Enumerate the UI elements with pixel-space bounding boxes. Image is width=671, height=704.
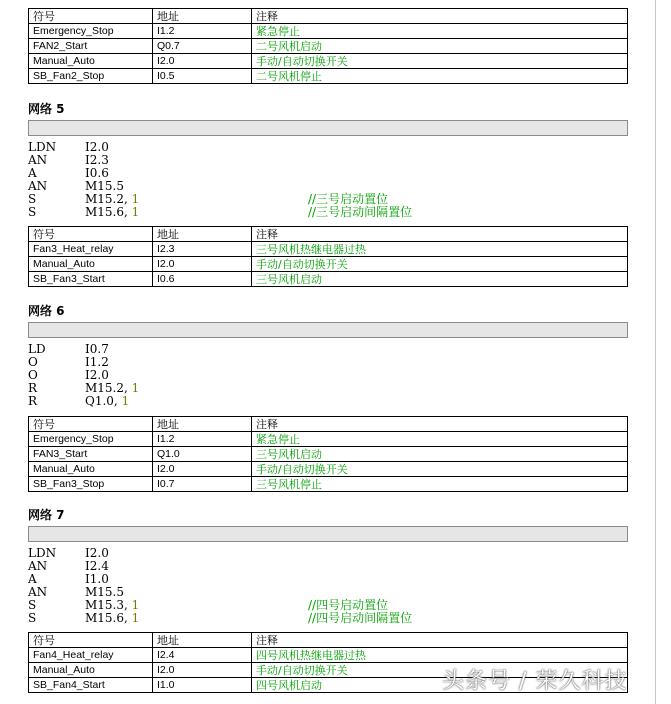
operand: I1.0 — [85, 572, 109, 586]
bit-count: 1 — [131, 598, 140, 612]
symbol-column-header: 符号 — [29, 417, 153, 432]
address-cell: I2.0 — [153, 663, 252, 678]
comment-column-header: 注释 — [252, 9, 628, 24]
instruction: S — [28, 598, 37, 612]
operand: M15.5 — [85, 585, 125, 599]
address-cell: I2.0 — [153, 257, 252, 272]
operand: M15.6, — [85, 205, 132, 219]
code-line[interactable] — [28, 395, 139, 408]
address-cell: Q0.7 — [153, 39, 252, 54]
operand: I2.3 — [85, 153, 109, 167]
symbol-table-row[interactable] — [29, 54, 628, 69]
symbol-cell: SB_Fan2_Stop — [29, 69, 153, 84]
symbol-table-row[interactable] — [29, 272, 628, 287]
symbol-cell: SB_Fan4_Start — [29, 678, 153, 693]
address-cell: I1.2 — [153, 432, 252, 447]
symbol-table-header — [29, 417, 628, 432]
network-6-comment-bar[interactable] — [28, 322, 628, 338]
operand: M15.2, — [85, 192, 132, 206]
symbol-cell: SB_Fan3_Start — [29, 272, 153, 287]
operand: M15.2, — [85, 381, 132, 395]
code-line[interactable] — [28, 356, 139, 369]
code-line[interactable] — [28, 154, 139, 167]
instruction: LD — [28, 342, 46, 356]
symbol-cell: FAN2_Start — [29, 39, 153, 54]
network-5-code[interactable] — [28, 140, 413, 219]
comment-cell: 二号风机停止 — [252, 69, 628, 84]
operand: M15.3, — [85, 598, 132, 612]
comment-column-header: 注释 — [252, 227, 628, 242]
instruction: AN — [28, 585, 48, 599]
instruction: AN — [28, 153, 48, 167]
symbol-cell: SB_Fan3_Stop — [29, 477, 153, 492]
address-cell: I2.0 — [153, 54, 252, 69]
code-line[interactable] — [28, 611, 413, 625]
network-7-comment-bar[interactable] — [28, 526, 628, 542]
network-6-code[interactable] — [28, 343, 139, 408]
instruction: LDN — [28, 546, 57, 560]
address-cell: I1.0 — [153, 678, 252, 693]
network-5-title[interactable]: 网络 5 — [28, 102, 65, 116]
symbol-column-header: 符号 — [29, 633, 153, 648]
instruction: A — [28, 166, 37, 180]
line-comment: //三号启动间隔置位 — [308, 205, 413, 219]
operand: I2.0 — [85, 368, 109, 382]
comment-cell: 紧急停止 — [252, 24, 628, 39]
symbol-cell: Manual_Auto — [29, 257, 153, 272]
address-column-header: 地址 — [153, 9, 252, 24]
symbol-cell: Manual_Auto — [29, 462, 153, 477]
bit-count: 1 — [131, 205, 140, 219]
address-cell: I0.6 — [153, 272, 252, 287]
address-cell: I2.4 — [153, 648, 252, 663]
operand: I2.0 — [85, 546, 109, 560]
bit-count: 1 — [131, 611, 140, 625]
address-cell: I2.3 — [153, 242, 252, 257]
symbol-table-row[interactable] — [29, 648, 628, 663]
comment-cell: 紧急停止 — [252, 432, 628, 447]
address-cell: Q1.0 — [153, 447, 252, 462]
symbol-table-row[interactable] — [29, 462, 628, 477]
operand: Q1.0, — [85, 394, 122, 408]
code-line[interactable] — [28, 343, 139, 356]
instruction: S — [28, 205, 37, 219]
operand: I0.6 — [85, 166, 109, 180]
comment-cell: 三号风机停止 — [252, 477, 628, 492]
operand: I2.0 — [85, 140, 109, 154]
comment-cell: 三号风机热继电器过热 — [252, 242, 628, 257]
instruction: S — [28, 192, 37, 206]
operand: I2.4 — [85, 559, 109, 573]
code-line[interactable] — [28, 560, 139, 573]
operand: M15.5 — [85, 179, 125, 193]
symbol-table-row[interactable] — [29, 242, 628, 257]
watermark-text: 头条号 / 荣久科技 — [442, 669, 628, 694]
address-cell: I0.7 — [153, 477, 252, 492]
symbol-cell: Fan4_Heat_relay — [29, 648, 153, 663]
symbol-table-row[interactable] — [29, 69, 628, 84]
comment-cell: 四号风机启动 — [252, 678, 628, 693]
comment-cell: 四号风机热继电器过热 — [252, 648, 628, 663]
line-comment: //三号启动置位 — [308, 192, 389, 206]
symbol-table-row[interactable] — [29, 432, 628, 447]
network-7-title[interactable]: 网络 7 — [28, 508, 65, 522]
symbol-table-row[interactable] — [29, 257, 628, 272]
address-cell: I1.2 — [153, 24, 252, 39]
symbol-table-row[interactable] — [29, 447, 628, 462]
symbol-table-network-5 — [28, 226, 628, 287]
instruction: LDN — [28, 140, 57, 154]
network-7-code[interactable] — [28, 546, 413, 625]
comment-cell: 手动/自动切换开关 — [252, 257, 628, 272]
comment-column-header: 注释 — [252, 417, 628, 432]
symbol-table-header — [29, 9, 628, 24]
instruction: R — [28, 394, 38, 408]
comment-cell: 手动/自动切换开关 — [252, 663, 628, 678]
symbol-cell: Emergency_Stop — [29, 24, 153, 39]
bit-count: 1 — [131, 381, 140, 395]
symbol-table-network-6 — [28, 416, 628, 492]
instruction: S — [28, 611, 37, 625]
bit-count: 1 — [131, 192, 140, 206]
comment-cell: 二号风机启动 — [252, 39, 628, 54]
address-cell: I0.5 — [153, 69, 252, 84]
operand: M15.6, — [85, 611, 132, 625]
symbol-table-header — [29, 633, 628, 648]
comment-cell: 手动/自动切换开关 — [252, 54, 628, 69]
line-comment: //四号启动间隔置位 — [308, 611, 413, 625]
address-column-header: 地址 — [153, 417, 252, 432]
symbol-table-row[interactable] — [29, 39, 628, 54]
symbol-column-header: 符号 — [29, 227, 153, 242]
code-line[interactable] — [28, 205, 413, 219]
network-5-comment-bar[interactable] — [28, 120, 628, 136]
operand: I1.2 — [85, 355, 109, 369]
line-comment: //四号启动置位 — [308, 598, 389, 612]
symbol-column-header: 符号 — [29, 9, 153, 24]
symbol-cell: FAN3_Start — [29, 447, 153, 462]
symbol-cell: Fan3_Heat_relay — [29, 242, 153, 257]
instruction: O — [28, 368, 38, 382]
address-cell: I2.0 — [153, 462, 252, 477]
symbol-cell: Manual_Auto — [29, 663, 153, 678]
symbol-cell: Manual_Auto — [29, 54, 153, 69]
symbol-table-row[interactable] — [29, 477, 628, 492]
instruction: R — [28, 381, 38, 395]
comment-column-header: 注释 — [252, 633, 628, 648]
instruction: A — [28, 572, 37, 586]
comment-cell: 手动/自动切换开关 — [252, 462, 628, 477]
instruction: O — [28, 355, 38, 369]
comment-cell: 三号风机启动 — [252, 272, 628, 287]
address-column-header: 地址 — [153, 633, 252, 648]
bit-count: 1 — [121, 394, 130, 408]
instruction: AN — [28, 179, 48, 193]
editor-right-border — [655, 0, 656, 704]
symbol-table-network-4 — [28, 8, 628, 84]
symbol-table-row[interactable] — [29, 24, 628, 39]
symbol-cell: Emergency_Stop — [29, 432, 153, 447]
address-column-header: 地址 — [153, 227, 252, 242]
instruction: AN — [28, 559, 48, 573]
operand: I0.7 — [85, 342, 109, 356]
comment-cell: 三号风机启动 — [252, 447, 628, 462]
network-6-title[interactable]: 网络 6 — [28, 304, 65, 318]
symbol-table-header — [29, 227, 628, 242]
